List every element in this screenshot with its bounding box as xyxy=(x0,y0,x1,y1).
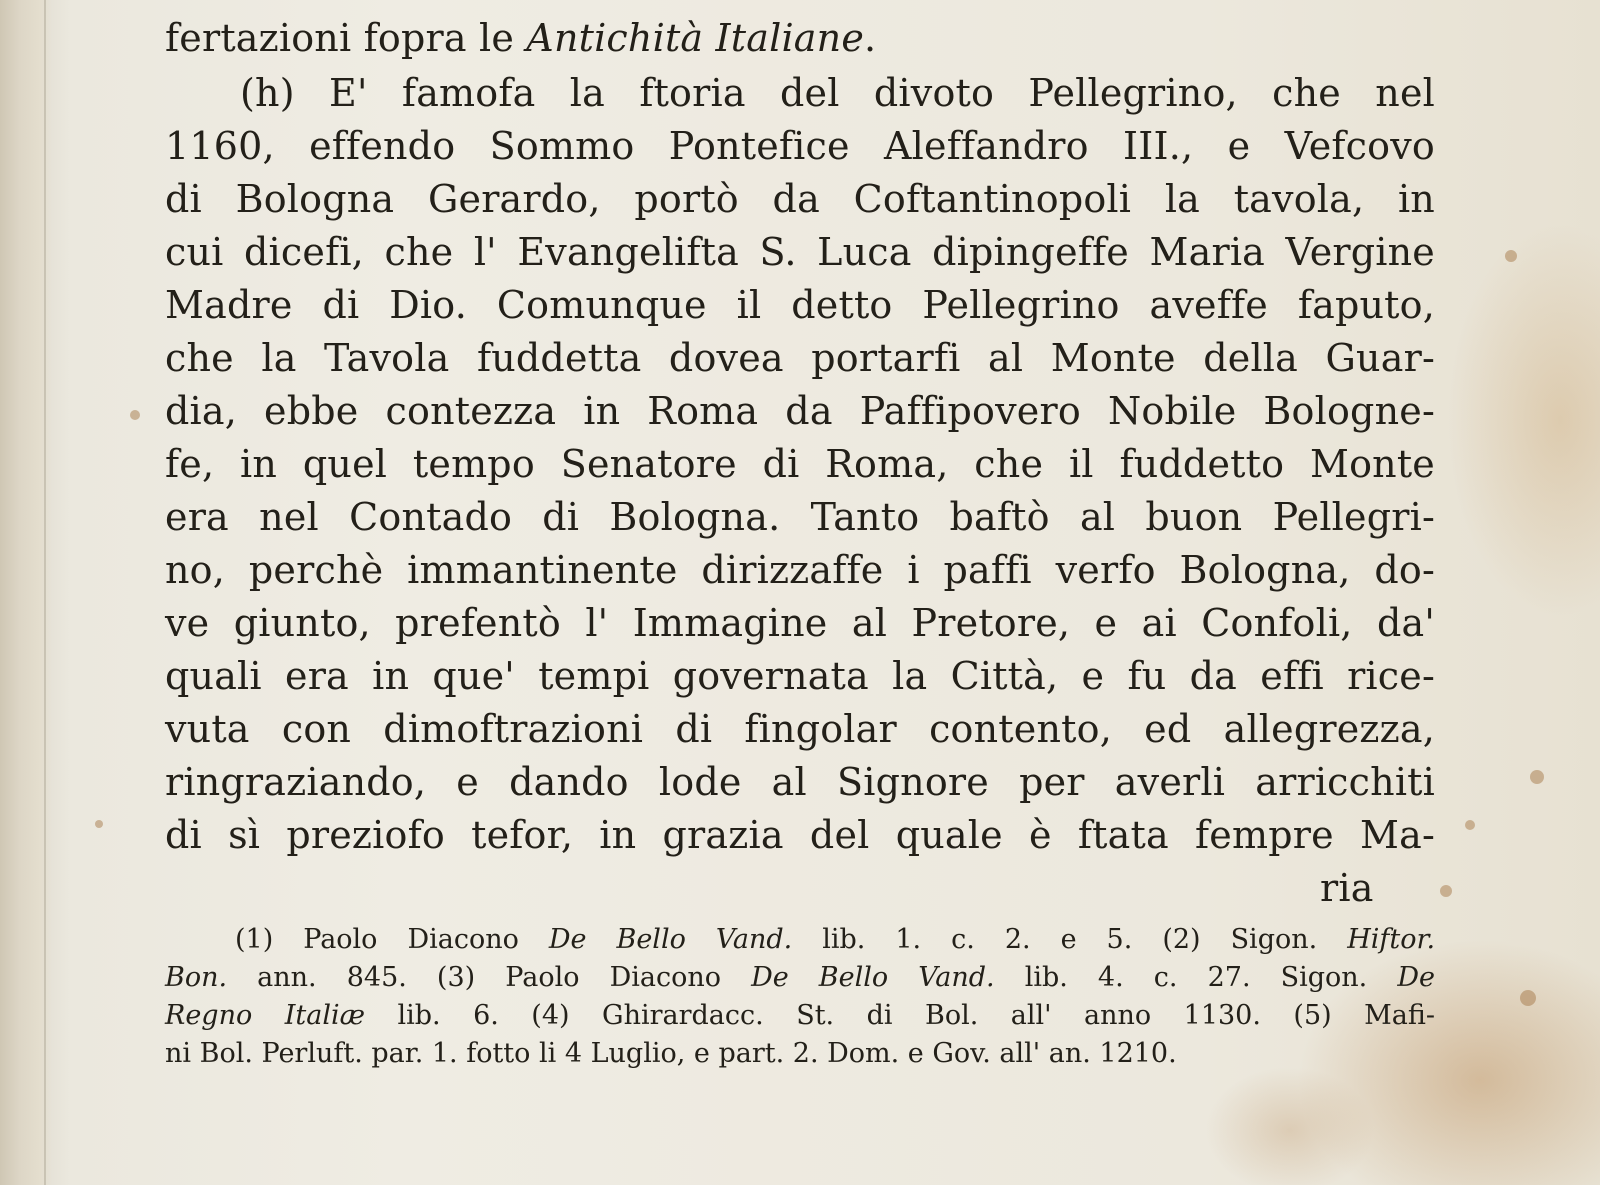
footnote-text: ni Bol. Perluft. par. 1. fotto li 4 Luglio, e part. 2. Dom. e Gov. all' an. 1210. xyxy=(165,1038,1177,1069)
body-text: . xyxy=(864,16,877,60)
body-line: di Bologna Gerardo, portò da Coftantinopoli la tavola, in xyxy=(165,177,1435,221)
body-line: dia, ebbe contezza in Roma da Paffipovero Nobile Bologne- xyxy=(165,389,1435,433)
body-line: che la Tavola fuddetta dovea portarfi al Monte della Guar- xyxy=(165,336,1435,380)
body-line: (h) E' famofa la ftoria del divoto Pellegrino, che nel xyxy=(240,71,1435,115)
body-line: di sì preziofo tefor, in grazia del quale è ftata fempre Ma- xyxy=(165,813,1435,857)
body-line: fe, in quel tempo Senatore di Roma, che il fuddetto Monte xyxy=(165,442,1435,486)
footnote-italic: Hiftor. xyxy=(1347,924,1436,955)
body-line: 1160, effendo Sommo Pontefice Aleffandro III., e Vefcovo xyxy=(165,124,1435,168)
footnote-italic: De Bello Vand. xyxy=(751,962,995,993)
page-edge xyxy=(44,0,46,1185)
footnote-line xyxy=(165,960,1435,996)
body-line: ve giunto, prefentò l' Immagine al Pretore, e ai Confoli, da' xyxy=(165,601,1435,645)
foxing-spot xyxy=(1505,250,1517,262)
body-line: era nel Contado di Bologna. Tanto baftò al buon Pellegri- xyxy=(165,495,1435,539)
footnote-line xyxy=(165,998,1435,1034)
footnote-text: lib. 6. (4) Ghirardacc. St. di Bol. all' anno 1130. (5) Mafi- xyxy=(364,1000,1436,1031)
foxing-spot xyxy=(130,410,140,420)
body-text: fertazioni fopra le xyxy=(165,16,527,60)
footnote-italic: De Bello Vand. xyxy=(548,924,793,955)
body-line: Madre di Dio. Comunque il detto Pellegrino aveffe faputo, xyxy=(165,283,1435,327)
body-line: no, perchè immantinente dirizzaffe i paffi verfo Bologna, do- xyxy=(165,548,1435,592)
foxing-spot xyxy=(1440,885,1452,897)
foxing-spot xyxy=(95,820,103,828)
footnote-italic: Regno Italiæ xyxy=(165,1000,365,1031)
footnote-italic: Bon. xyxy=(165,962,228,993)
footnote-text: lib. 4. c. 27. Sigon. xyxy=(994,962,1398,993)
footnote-line xyxy=(165,1036,1435,1072)
body-line: vuta con dimoftrazioni di fingolar contento, ed allegrezza, xyxy=(165,707,1435,751)
footnote-line xyxy=(235,922,1435,958)
catchword: ria xyxy=(1320,866,1374,910)
footnote-text: ann. 845. (3) Paolo Diacono xyxy=(227,962,752,993)
italic-title: Antichità Italiane xyxy=(526,16,865,60)
footnote-italic: De xyxy=(1397,962,1435,993)
body-line xyxy=(165,12,1435,64)
body-line: cui dicefi, che l' Evangelifta S. Luca dipingeffe Maria Vergine xyxy=(165,230,1435,274)
foxing-spot xyxy=(1465,820,1475,830)
body-line: quali era in que' tempi governata la Città, e fu da effi rice- xyxy=(165,654,1435,698)
foxing-spot xyxy=(1520,990,1536,1006)
footnote-text: (1) Paolo Diacono xyxy=(235,924,549,955)
body-line: ringraziando, e dando lode al Signore per averli arricchiti xyxy=(165,760,1435,804)
foxing-spot xyxy=(1530,770,1544,784)
footnote-text: lib. 1. c. 2. e 5. (2) Sigon. xyxy=(792,924,1348,955)
